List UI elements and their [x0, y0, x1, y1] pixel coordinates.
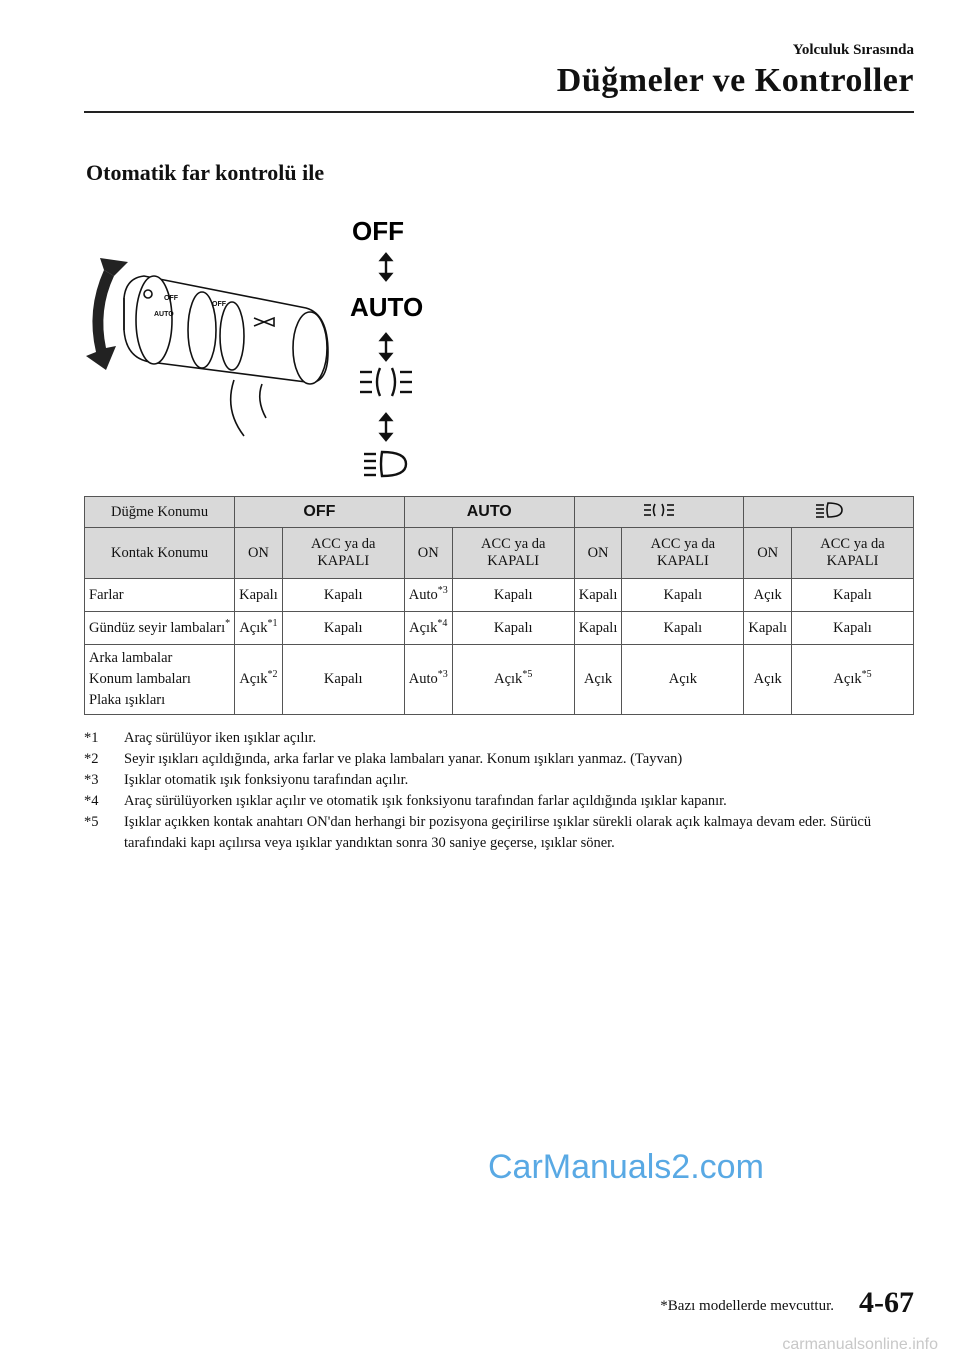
table-cell: Açık [574, 645, 622, 715]
lever-illustration [124, 276, 328, 436]
table-row [85, 612, 914, 645]
auto-label: AUTO [350, 292, 424, 322]
headlight-icon [364, 452, 406, 476]
rotation-arrow [86, 258, 128, 370]
footnote-item: *4 Araç sürülüyorken ışıklar açılır ve otomatik ışık fonksiyonu tarafından farlar açıldığında ışıklar kapanır. [84, 793, 727, 809]
footnote-item: *2 Seyir ışıkları açıldığında, arka farlar ve plaka lambaları yanar. Konum ışıkları yanmaz. (Tayvan) [84, 751, 683, 767]
table-cell: Kapalı [235, 579, 283, 612]
col-off: OFF [235, 497, 405, 528]
table-header-row [85, 497, 914, 528]
table-cell: Kapalı [452, 579, 574, 612]
table-cell: Kapalı [452, 612, 574, 645]
table-row [85, 645, 914, 715]
svg-text:OFF: OFF [164, 295, 178, 302]
table-cell: Kapalı [792, 612, 914, 645]
footnote-item: *5 Işıklar açıkken kontak anahtarı ON'dan herhangi bir pozisyona geçirilirse ışıklar sürekli olarak açık kalmaya devam eder. Sürücü tarafındaki kapı açılırsa veya ışıklar yandıktan sonra 30 saniye geçerse, ışıklar söner. [84, 814, 872, 851]
section-title: Yolculuk Sırasında [792, 42, 914, 58]
table-cell: Açık [744, 579, 792, 612]
table-cell: Auto$^{*3}$ [404, 645, 452, 715]
ignition-col: ON [744, 528, 792, 579]
page-number: 4-67 [859, 1286, 914, 1319]
ignition-col: ACC ya da KAPALI [622, 528, 744, 579]
position-legend [350, 216, 423, 476]
table-cell: Açık [744, 645, 792, 715]
position-lights-icon [360, 368, 412, 396]
table-cell: Açık$^{*2}$ [235, 645, 283, 715]
svg-text:AUTO: AUTO [154, 311, 174, 318]
table-cell: Açık [622, 645, 744, 715]
switch-position-header: Düğme Konumu [85, 497, 235, 528]
watermark: CarManuals2.com [488, 1148, 764, 1186]
row-label: Gündüz seyir lambaları* [85, 612, 235, 645]
table-cell: Kapalı [574, 612, 622, 645]
ignition-col: ACC ya da KAPALI [282, 528, 404, 579]
ignition-col: ACC ya da KAPALI [792, 528, 914, 579]
table-cell: Kapalı [574, 579, 622, 612]
table-cell: Kapalı [282, 612, 404, 645]
table-cell: Kapalı [282, 645, 404, 715]
footnotes [84, 728, 914, 854]
table-cell: Kapalı [622, 579, 744, 612]
chapter-title: Düğmeler ve Kontroller [556, 62, 914, 99]
table-cell: Kapalı [744, 612, 792, 645]
headlight-icon [814, 502, 844, 518]
table-cell: Kapalı [622, 612, 744, 645]
header-rule [84, 111, 914, 113]
table-cell: Kapalı [792, 579, 914, 612]
table-cell: Açık$^{*5}$ [452, 645, 574, 715]
table-cell: Açık$^{*5}$ [792, 645, 914, 715]
col-position-lights [574, 497, 744, 528]
ignition-header-row [85, 528, 914, 579]
table-cell: Kapalı [282, 579, 404, 612]
availability-note: *Bazı modellerde mevcuttur. [660, 1298, 834, 1314]
col-headlights [744, 497, 914, 528]
ignition-col: ON [235, 528, 283, 579]
svg-text:OFF: OFF [212, 301, 226, 308]
footnote-item: *3 Işıklar otomatik ışık fonksiyonu tarafından açılır. [84, 772, 409, 788]
site-watermark: carmanualsonline.info [782, 1336, 938, 1353]
lights-table [84, 496, 914, 715]
table-cell: Auto$^{*3}$ [404, 579, 452, 612]
light-switch-figure [84, 210, 444, 482]
position-lights-icon [642, 502, 676, 518]
row-label: Arka lambalar Konum lambaları Plaka ışıkları [85, 645, 235, 715]
footnote-item: *1 Araç sürülüyor iken ışıklar açılır. [84, 730, 317, 746]
ignition-col: ACC ya da KAPALI [452, 528, 574, 579]
off-label: OFF [352, 216, 404, 246]
table-cell: Açık$^{*1}$ [235, 612, 283, 645]
row-label: Farlar [85, 579, 235, 612]
ignition-col: ON [574, 528, 622, 579]
table-row [85, 579, 914, 612]
ignition-col: ON [404, 528, 452, 579]
table-cell: Açık$^{*4}$ [404, 612, 452, 645]
page-subtitle: Otomatik far kontrolü ile [86, 160, 325, 185]
col-auto: AUTO [404, 497, 574, 528]
ignition-position-header: Kontak Konumu [85, 528, 235, 579]
